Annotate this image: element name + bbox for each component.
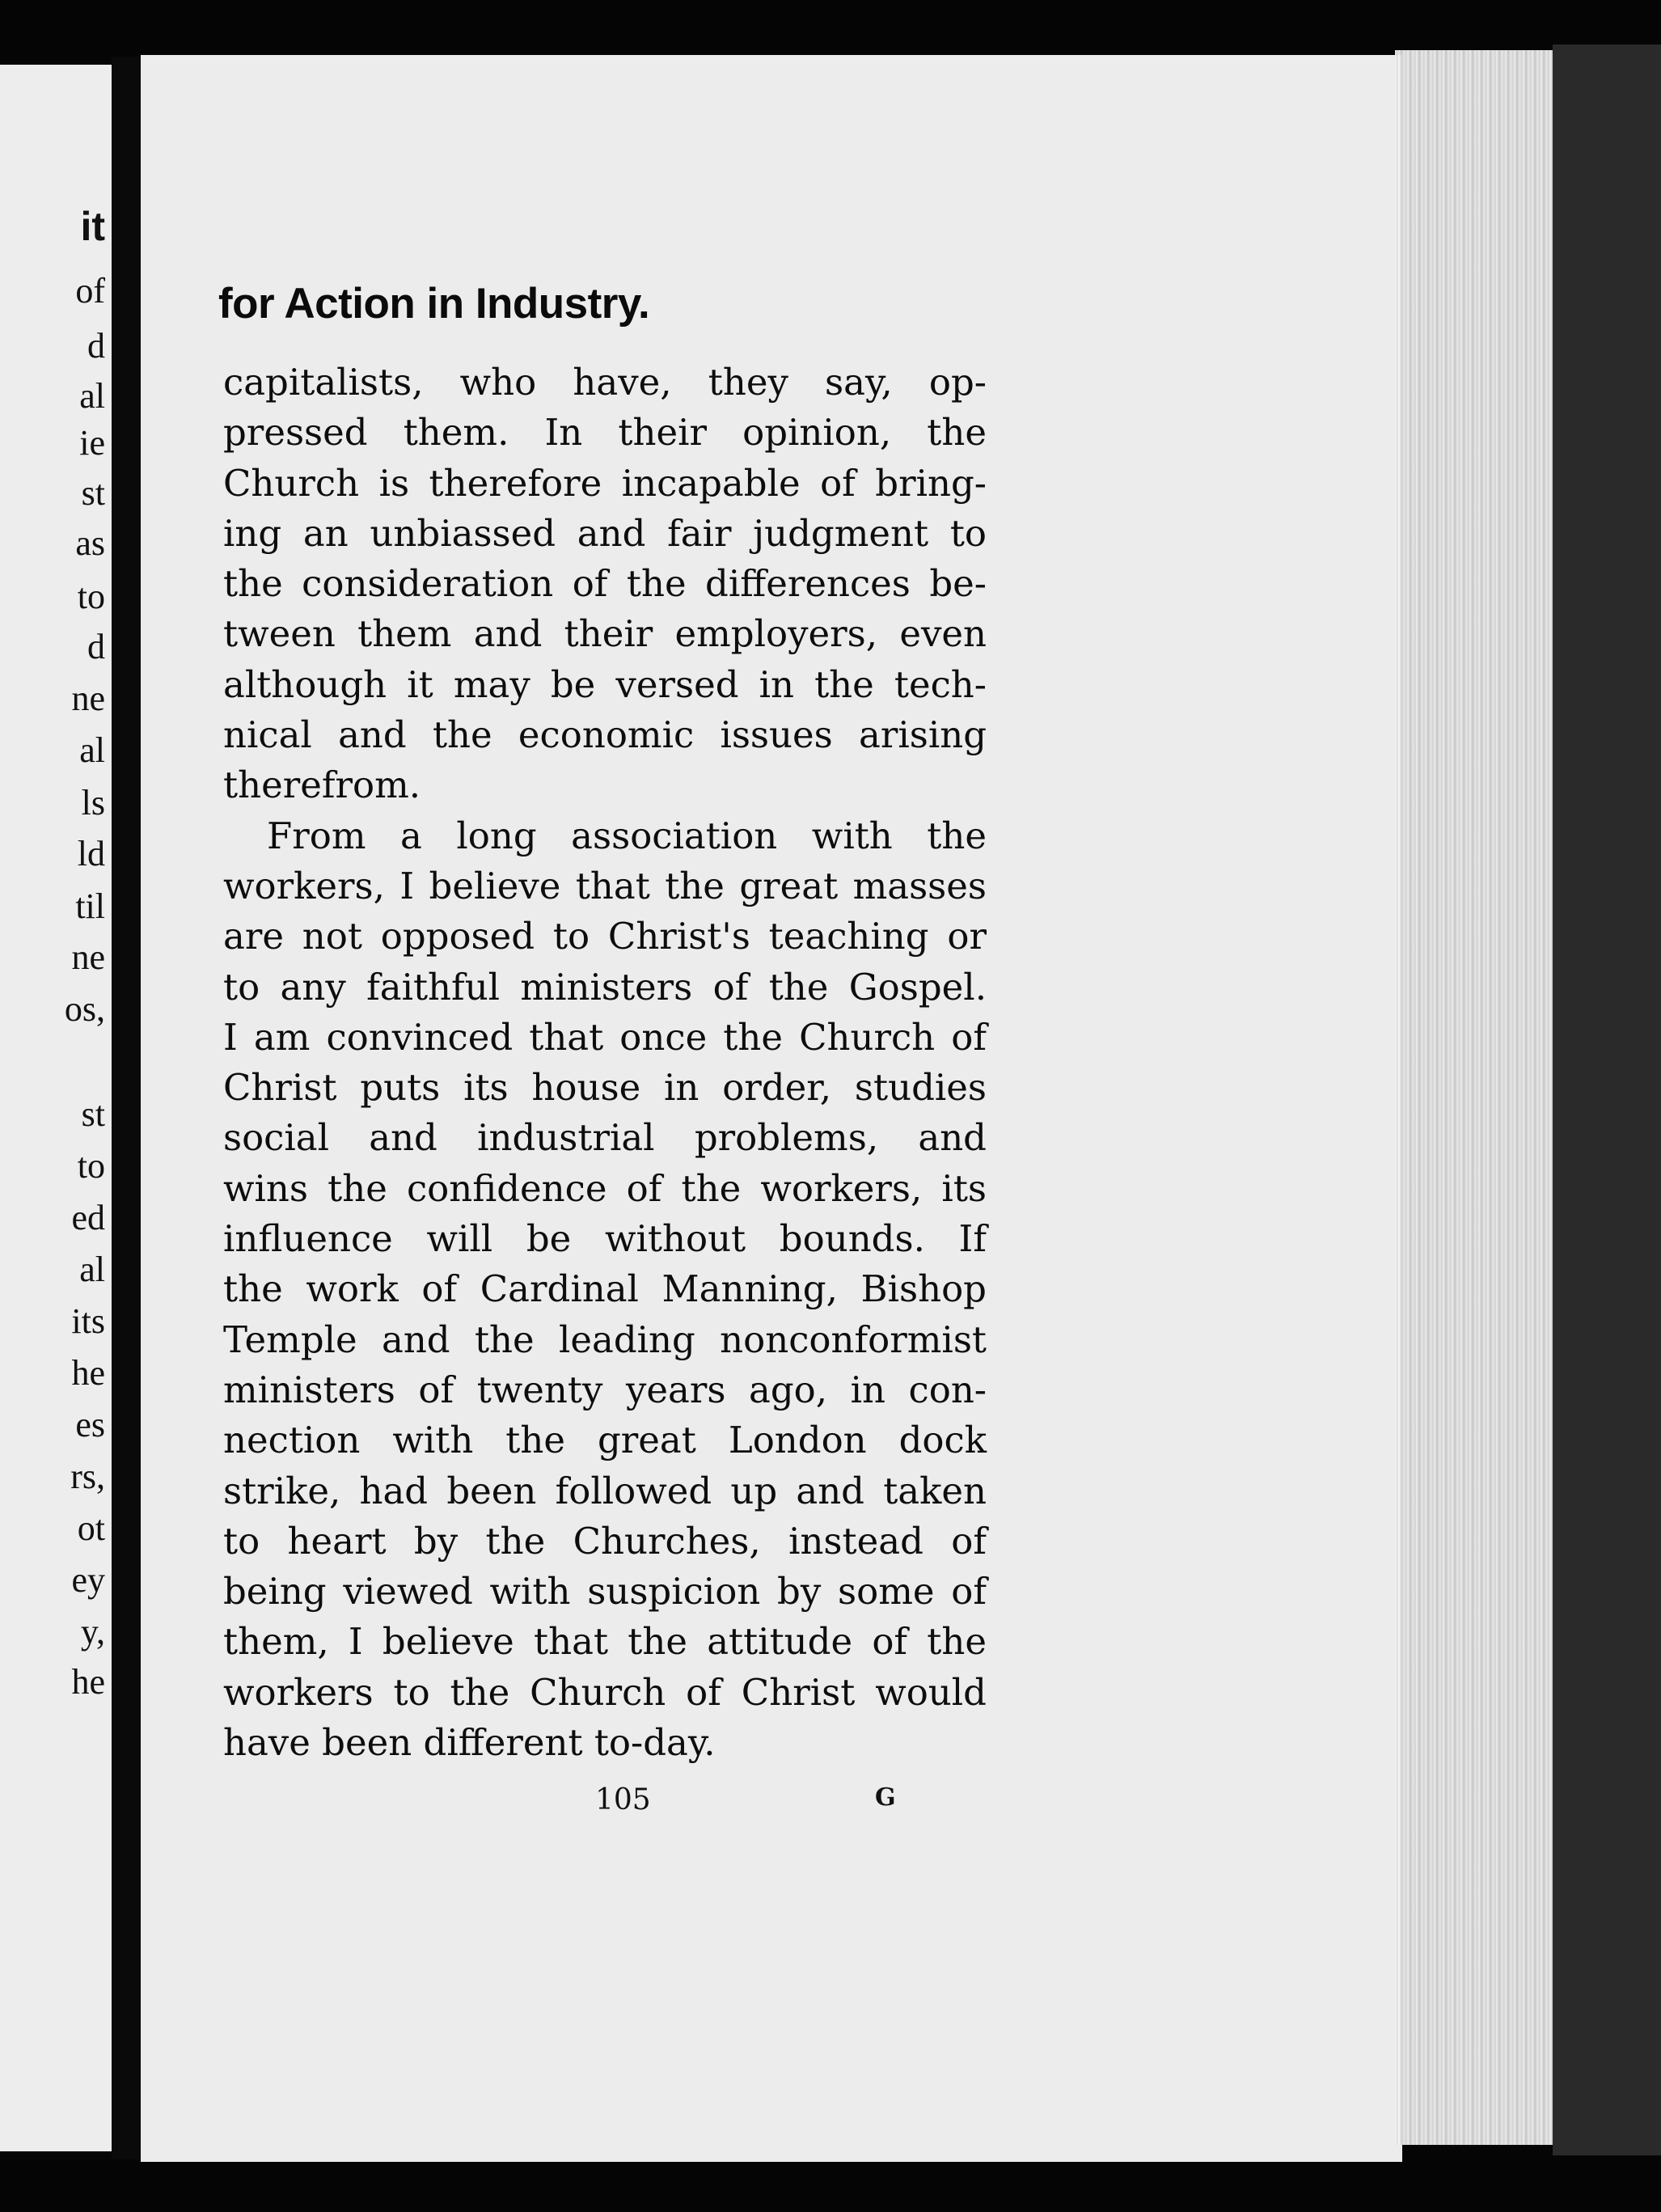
previous-page-fragment: ey	[71, 1560, 105, 1600]
previous-page-fragment: ne	[71, 679, 105, 718]
previous-page-fragment: of	[75, 271, 105, 311]
text-line: capitalists, who have, they say, op-	[223, 361, 987, 404]
text-line: pressed them. In their opinion, the	[223, 411, 987, 455]
text-line: Christ puts its house in order, studies	[223, 1066, 987, 1110]
previous-page-fragment: to	[77, 1146, 105, 1186]
text-line: nical and the economic issues arising	[223, 713, 987, 757]
text-line: strike, had been followed up and taken	[223, 1469, 987, 1512]
text-line: I am convinced that once the Church of	[223, 1015, 987, 1059]
previous-page-fragment: ot	[77, 1508, 105, 1548]
previous-page-fragment: ie	[79, 423, 105, 463]
book-gutter	[112, 57, 141, 2159]
text-line: ing an unbiassed and fair judgment to	[223, 511, 987, 555]
text-line: therefrom.	[223, 763, 421, 807]
text-line: to heart by the Churches, instead of	[223, 1519, 987, 1563]
text-line: to any faithful ministers of the Gospel.	[223, 965, 987, 1009]
page-edges	[1395, 50, 1573, 2145]
previous-page-fragment: ed	[71, 1198, 105, 1237]
text-line: are not opposed to Christ's teaching or	[223, 915, 987, 958]
previous-page-fragment: its	[71, 1301, 105, 1341]
text-line: tween them and their employers, even	[223, 612, 987, 656]
previous-page-fragment: y,	[80, 1612, 105, 1652]
text-line: being viewed with suspicion by some of	[223, 1570, 987, 1614]
text-line: workers, I believe that the great masses	[223, 864, 987, 907]
text-line: workers to the Church of Christ would	[223, 1670, 987, 1714]
book-cover-edge	[1553, 44, 1661, 2155]
previous-page-text-fragments	[0, 65, 112, 2151]
previous-page-fragment: d	[87, 627, 105, 666]
previous-page-fragment: ne	[71, 937, 105, 977]
previous-page-edge	[0, 65, 115, 2151]
previous-page-fragment: al	[79, 376, 105, 416]
text-line: Temple and the leading nonconformist	[223, 1317, 987, 1361]
text-line: nection with the great London dock	[223, 1419, 987, 1462]
previous-page-fragment: it	[80, 204, 105, 249]
text-line: have been different to-day.	[223, 1721, 716, 1765]
previous-page-fragment: he	[71, 1353, 105, 1393]
text-line: Church is therefore incapable of bring-	[223, 461, 987, 505]
previous-page-fragment: d	[87, 326, 105, 366]
previous-page-fragment: ld	[77, 834, 105, 873]
previous-page-fragment: al	[79, 730, 105, 770]
previous-page-fragment: to	[77, 577, 105, 616]
previous-page-fragment: st	[81, 1094, 105, 1134]
text-line: influence will be without bounds. If	[223, 1217, 987, 1261]
previous-page-fragment: os,	[64, 989, 105, 1029]
previous-page-fragment: rs,	[70, 1457, 105, 1496]
page-number: 105	[595, 1783, 651, 1817]
previous-page-fragment: as	[75, 523, 105, 563]
text-line: them, I believe that the attitude of the	[223, 1620, 987, 1664]
running-head: for Action in Industry.	[218, 280, 650, 328]
text-line: From a long association with the	[267, 814, 987, 857]
body-text	[223, 357, 987, 1768]
previous-page-fragment: ls	[81, 783, 105, 823]
text-line: social and industrial problems, and	[223, 1116, 987, 1160]
text-line: the work of Cardinal Manning, Bishop	[223, 1267, 987, 1311]
text-line: the consideration of the differences be-	[223, 562, 987, 606]
signature-mark: G	[875, 1783, 896, 1812]
text-line: wins the confidence of the workers, its	[223, 1166, 987, 1210]
previous-page-fragment: til	[75, 886, 105, 926]
text-line: ministers of twenty years ago, in con-	[223, 1368, 987, 1411]
previous-page-fragment: al	[79, 1250, 105, 1289]
previous-page-fragment: es	[75, 1405, 105, 1444]
text-line: although it may be versed in the tech-	[223, 662, 987, 706]
previous-page-fragment: st	[81, 473, 105, 513]
previous-page-fragment: he	[71, 1662, 105, 1702]
